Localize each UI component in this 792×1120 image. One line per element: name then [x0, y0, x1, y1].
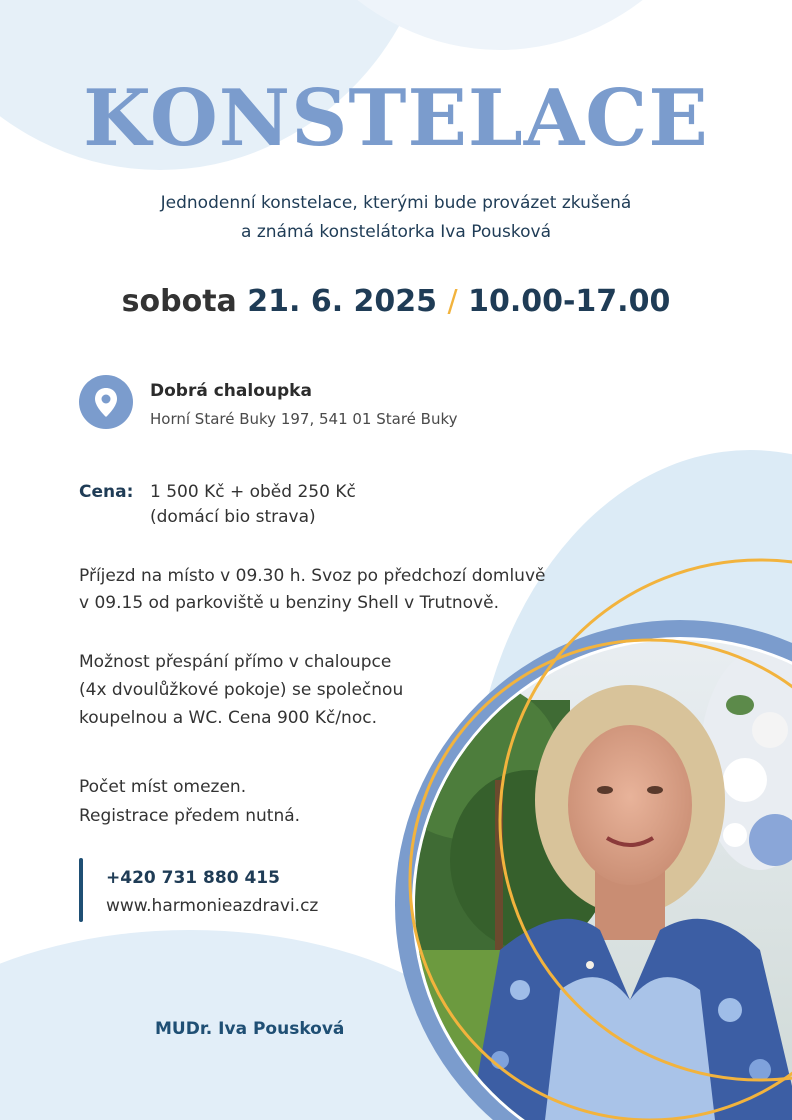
- subtitle-line: a známá konstelátorka Iva Pousková: [241, 222, 551, 242]
- price-value: 1 500 Kč + oběd 250 Kč: [150, 482, 356, 502]
- accommodation-text: Možnost přespání přímo v chaloupce: [79, 652, 392, 672]
- contact-divider: [79, 858, 83, 922]
- date-separator: /: [447, 284, 458, 319]
- event-day: sobota: [121, 284, 237, 319]
- price-note: (domácí bio strava): [150, 507, 316, 527]
- event-date-value: 21. 6. 2025: [247, 284, 438, 319]
- capacity-text: Počet míst omezen.: [79, 777, 247, 797]
- arrival-text: v 09.15 od parkoviště u benziny Shell v Trutnově.: [79, 593, 499, 613]
- capacity-text: Registrace předem nutná.: [79, 806, 301, 826]
- price-label: Cena:: [79, 482, 134, 502]
- venue-address: Horní Staré Buky 197, 541 01 Staré Buky: [150, 410, 458, 428]
- event-time: 10.00-17.00: [468, 284, 671, 319]
- contact-phone[interactable]: +420 731 880 415: [106, 868, 280, 888]
- event-date: [0, 284, 792, 319]
- author-name: MUDr. Iva Pousková: [155, 1019, 345, 1039]
- contact-website[interactable]: www.harmonieazdravi.cz: [106, 896, 319, 916]
- accommodation-text: (4x dvoulůžkové pokoje) se společnou: [79, 680, 404, 700]
- location-pin-icon: [79, 375, 133, 429]
- accommodation-text: koupelnou a WC. Cena 900 Kč/noc.: [79, 708, 377, 728]
- venue-name: Dobrá chaloupka: [150, 381, 312, 401]
- arrival-text: Příjezd na místo v 09.30 h. Svoz po předchozí domluvě: [79, 566, 546, 586]
- poster-title: KONSTELACE: [83, 73, 709, 164]
- subtitle-line: Jednodenní konstelace, kterými bude provázet zkušená: [160, 193, 632, 213]
